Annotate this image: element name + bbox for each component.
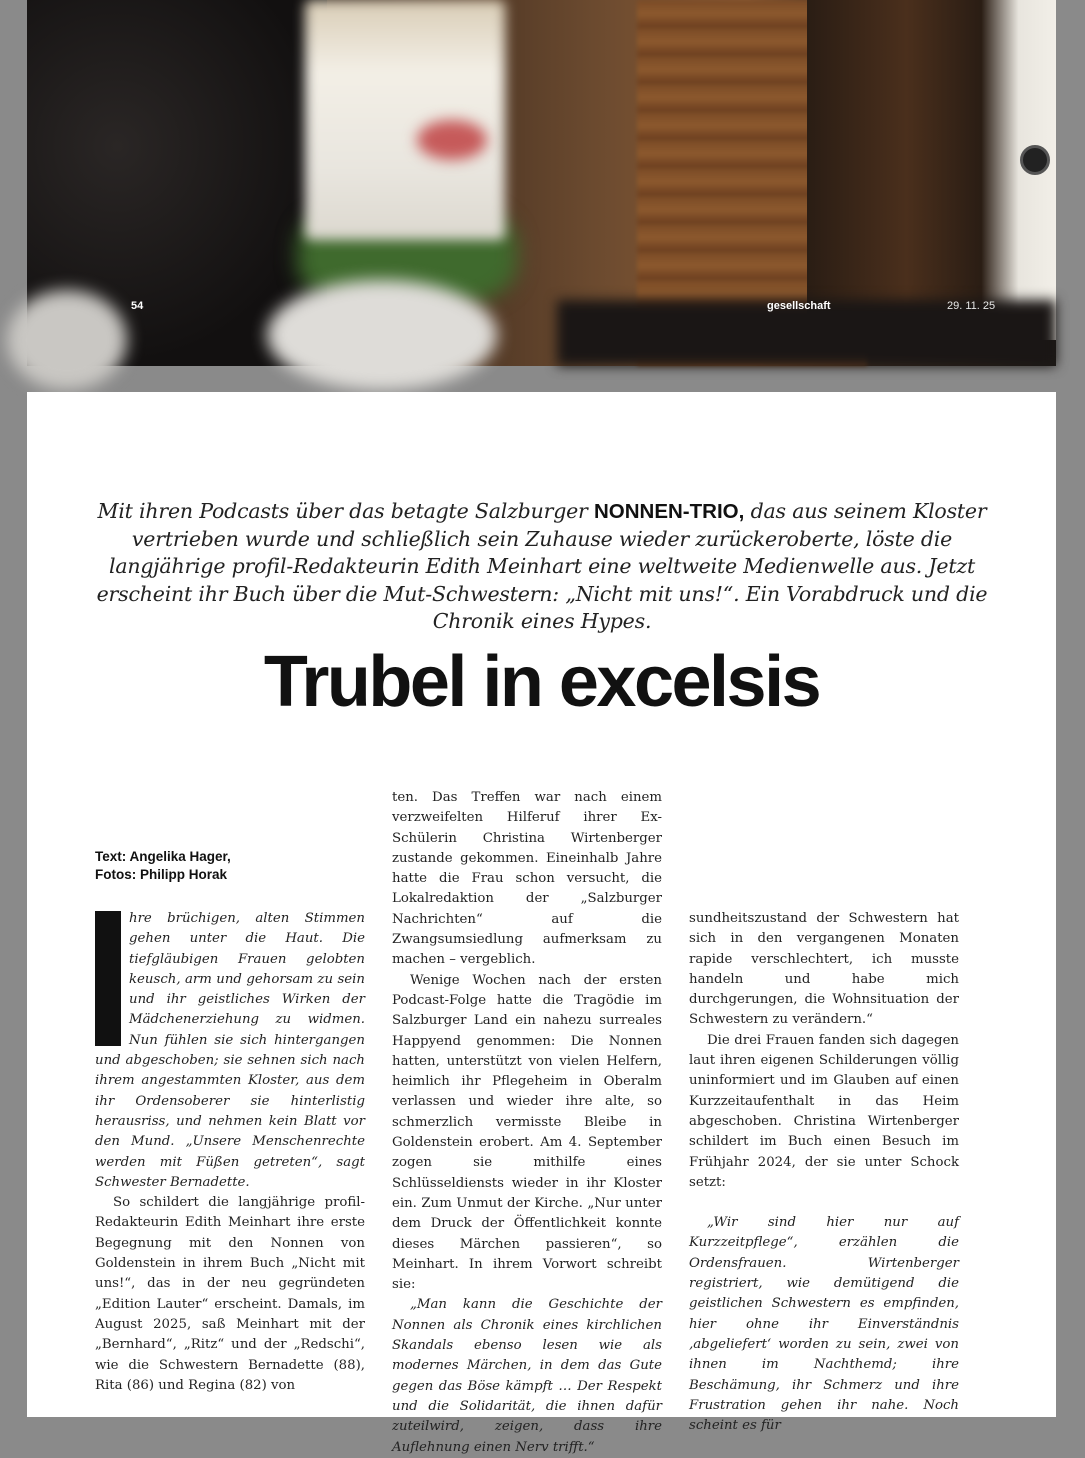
photo-cup — [267, 280, 497, 390]
article-page — [27, 392, 1056, 1455]
quote-paragraph: „Wir sind hier nur auf Kurzzeitpflege“, erzählen die Ordensfrauen. Wirtenberger registriert, wie demütigend die geistlichen Schwestern es empfinden, hier ohne ihr Einverständnis ‚abgeliefert‘ worden zu sein, zwei von ihnen im Nachthemd; ihre Beschämung, ihr Schmerz und ihre Frustration gehen ihr nahe. Noch scheint es für — [689, 1215, 959, 1434]
magazine-photo-page — [27, 0, 1056, 366]
intro-paragraph — [95, 909, 365, 1193]
photo-milk-carton — [305, 0, 505, 240]
article-lead — [82, 498, 1002, 636]
credit-photos: Fotos: Philipp Horak — [95, 867, 228, 882]
lead-text-end: das aus seinem Kloster vertrieben wurde und schließlich sein Zuhause wieder zurückeroberte, löste die langjährige profil-Redakteurin Edith Meinhart eine weltweite Medienwelle aus. Jetzt erscheint ihr Buch über die Mut-Schwestern: „Nicht mit uns!“. Ein Vorabdruck und die Chronik eines Hypes. — [96, 499, 988, 633]
body-paragraph: So schildert die langjährige profil-Redakteurin Edith Meinhart ihre erste Begegnung mit den Nonnen von Goldenstein in ihrem Buch „Nicht mit uns!“, das in der neu gegründeten „Edition Lauter“ erscheint. Damals, im August 2025, saß Meinhart mit der „Bernhard“, „Ritz“ und der „Redschi“, wie die Schwestern Bernadette (88), Rita (86) und Regina (82) von — [95, 1195, 365, 1393]
lead-highlight: NONNEN-TRIO, — [593, 500, 745, 523]
quote-paragraph: „Man kann die Geschichte der Nonnen als Chronik eines kirchlichen Skandals ebenso lesen wie als modernes Märchen, in dem das Gute gegen das Böse kämpft … Der Respekt und die Solidarität, die ihnen dafür zuteilwird, zeigen, dass ihre Auflehnung einen Nerv trifft.“ — [392, 1297, 662, 1455]
drop-cap-i — [95, 911, 121, 1046]
section-label: gesellschaft — [767, 300, 831, 312]
body-paragraph: Die drei Frauen fanden sich dagegen laut ihren eigenen Schilderungen völlig uninformiert und im Glauben auf einen Kurzzeitaufenthalt in das Heim abgeschoben. Christina Wirtenberger schildert im Buch einen Besuch im Frühjahr 2024, der sie unter Schock setzt: — [689, 1032, 959, 1190]
text-column-3 — [689, 909, 959, 1436]
intro-text: hre brüchigen, alten Stimmen gehen unter die Haut. Die tiefgläubigen Frauen gelobten keusch, arm und gehorsam zu sein und ihr geistliches Wirken der Mädchenerziehung zu widmen. Nun fühlen sie sich hintergangen und abgeschoben; sie sehnen sich nach ihrem angestammten Kloster, aus dem ihr Ordensoberer sie hinterlistig herausriss, und nehmen kein Blatt vor den Mund. „Unsere Menschenrechte werden mit Füßen getreten“, sagt Schwester Bernadette. — [95, 911, 365, 1190]
photo-door — [807, 0, 1056, 340]
photo-carton-logo — [417, 120, 487, 160]
body-paragraph: ten. Das Treffen war nach einem verzweifelten Hilferuf ihrer Ex-Schülerin Christina Wirtenberger zustande gekommen. Eineinhalb Jahre hatte die Frau schon versucht, die Lokalredaktion der „Salzburger Nachrichten“ auf die Zwangsumsiedlung aufmerksam zu machen – vergeblich. — [392, 790, 662, 968]
body-paragraph: sundheitszustand der Schwestern hat sich in den vergangenen Monaten rapide verschlechtert, ich musste handeln und habe mich durchgerungen, die Wohnsituation der Schwestern zu verändern.“ — [689, 911, 959, 1028]
text-column-2 — [392, 788, 662, 1458]
page-number: 54 — [131, 300, 144, 312]
door-knob — [1020, 145, 1050, 175]
article-credits — [95, 848, 335, 884]
article-headline: Trubel in excelsis — [263, 642, 820, 722]
issue-date: 29. 11. 25 — [947, 300, 996, 312]
lead-text-start: Mit ihren Podcasts über das betagte Salzburger — [97, 499, 594, 523]
text-column-1 — [95, 909, 365, 1396]
photo-cup-left — [7, 290, 127, 390]
body-paragraph: Wenige Wochen nach der ersten Podcast-Folge hatte die Tragödie im Salzburger Land ein nahezu surreales Happyend genommen: Die Nonnen hatten, unterstützt von vielen Helfern, heimlich ihr Pflegeheim in Oberalm verlassen und wieder ihre alte, so schmerzlich vermisste Bleibe in Goldenstein erobert. Am 4. September zogen sie mithilfe eines Schlüsseldiensts wieder in ihr Kloster ein. Zum Unmut der Kirche. „Nur unter dem Druck der Öffentlichkeit konnte dieses Märchen passieren“, so Meinhart. In ihrem Vorwort schreibt sie: — [392, 972, 662, 1293]
paragraph-gap — [689, 1193, 959, 1213]
credit-text: Text: Angelika Hager, — [95, 849, 231, 864]
